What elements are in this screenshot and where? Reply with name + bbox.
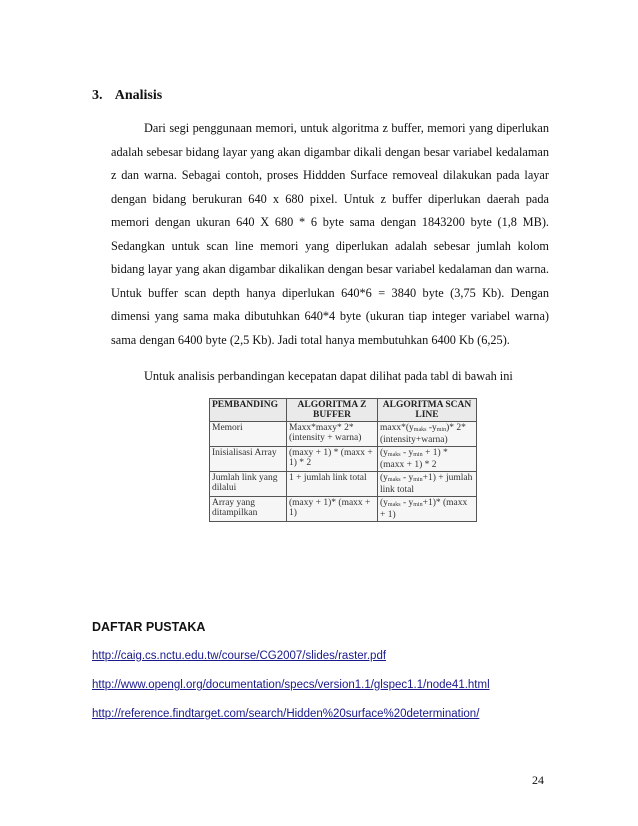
table-header-cell: ALGORITMA Z BUFFER [287, 399, 378, 422]
analysis-paragraph: Dari segi penggunaan memori, untuk algoritma z buffer, memori yang diperlukan adalah sebesar bidang layar yang akan digambar dikali dengan besar variabel kedalaman z dan warna. Sebagai contoh, proses Hiddden Surface removeal dilakukan pada layar dengan bidang berukuran 640 x 680 pixel. Untuk z buffer diperlukan daerah pada memori dengan ukuran 640 X 680 * 6 byte sama dengan 1843200 byte (1,8 MB). Sedangkan untuk scan line memori yang diperlukan adalah sebesar jumlah kolom bidang layar yang akan digambar dikalikan dengan besar variabel kedalaman dan warna. Untuk buffer scan depth hanya diperlukan 640*6 = 3840 byte (3,75 Kb). Dengan dimensi yang sama maka dibutuhkan 640*4 byte (ukuran tiap integer variabel warna) sama dengan 6400 byte (2,5 Kb). Jadi total hanya membutuhkan 6400 Kb (6,25). [111, 121, 549, 347]
table-cell-scanline: (ymaks - ymin + 1) * (maxx + 1) * 2 [378, 447, 477, 472]
reference-link[interactable]: http://reference.findtarget.com/search/Hidden%20surface%20determination/ [92, 708, 480, 720]
table-row [210, 422, 477, 447]
table-row [210, 447, 477, 472]
reference-link[interactable]: http://www.opengl.org/documentation/specs/version1.1/glspec1.1/node41.html [92, 679, 490, 691]
table-cell-zbuffer: 1 + jumlah link total [287, 472, 378, 497]
section-number: 3. [92, 88, 103, 103]
comparison-table [209, 398, 477, 522]
section-title: Analisis [114, 88, 163, 103]
comparison-table-image [209, 398, 477, 541]
table-header-cell: ALGORITMA SCAN LINE [378, 399, 477, 422]
page-number: 24 [532, 773, 544, 787]
table-cell-scanline: (ymaks - ymin+1)* (maxx + 1) [378, 497, 477, 522]
table-cell-zbuffer: (maxy + 1) * (maxx + 1) * 2 [287, 447, 378, 472]
table-header-cell: PEMBANDING [210, 399, 287, 422]
table-cell-label: Memori [210, 422, 287, 447]
table-intro-paragraph: Untuk analisis perbandingan kecepatan dapat dilihat pada tabl di bawah ini [144, 369, 513, 383]
table-cell-label: Jumlah link yang dilalui [210, 472, 287, 497]
table-header-row [210, 399, 477, 422]
references-title: DAFTAR PUSTAKA [92, 620, 206, 634]
section-heading [92, 88, 162, 104]
table-cell-zbuffer: Maxx*maxy* 2*(intensity + warna) [287, 422, 378, 447]
table-row [210, 497, 477, 522]
table-cell-scanline: maxx*(ymaks -ymin)* 2*(intensity+warna) [378, 422, 477, 447]
table-row [210, 472, 477, 497]
table-cell-label: Inisialisasi Array [210, 447, 287, 472]
reference-link[interactable]: http://caig.cs.nctu.edu.tw/course/CG2007/slides/raster.pdf [92, 650, 387, 662]
table-cell-scanline: (ymaks - ymin+1) + jumlah link total [378, 472, 477, 497]
table-cell-label: Array yang ditampilkan [210, 497, 287, 522]
table-cell-zbuffer: (maxy + 1)* (maxx + 1) [287, 497, 378, 522]
